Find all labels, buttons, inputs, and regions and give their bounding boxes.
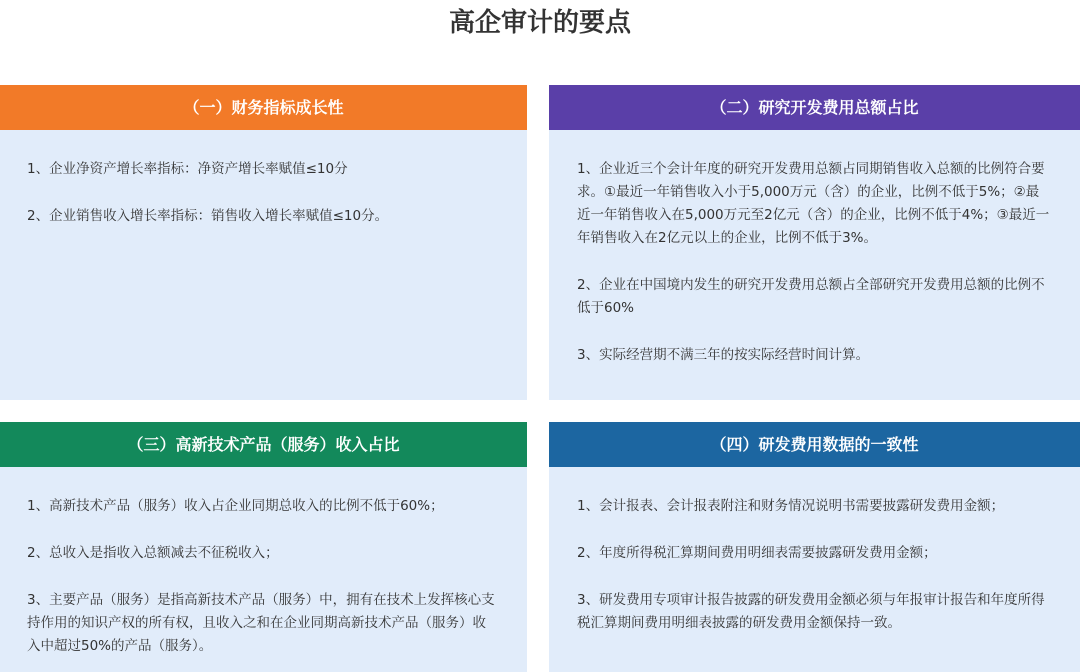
card-body <box>549 130 1080 367</box>
card-item: 2、总收入是指收入总额减去不征税收入； <box>27 545 279 561</box>
card-item: 1、企业净资产增长率指标：净资产增长率赋值≤10分 <box>27 161 348 177</box>
card-header: （一）财务指标成长性 <box>0 85 527 130</box>
card-item: 1、高新技术产品（服务）收入占企业同期总收入的比例不低于60%； <box>27 498 444 514</box>
card-header: （四）研发费用数据的一致性 <box>549 422 1080 467</box>
card-item: 2、企业在中国境内发生的研究开发费用总额占全部研究开发费用总额的比例不低于60% <box>577 277 1045 316</box>
card-financial-growth <box>0 85 527 400</box>
card-header: （三）高新技术产品（服务）收入占比 <box>0 422 527 467</box>
card-header: （二）研究开发费用总额占比 <box>549 85 1080 130</box>
card-hightech-revenue-ratio <box>0 422 527 672</box>
page-title: 高企审计的要点 <box>448 8 631 38</box>
card-item: 3、研发费用专项审计报告披露的研发费用金额必须与年报审计报告和年度所得税汇算期间费用明细表披露的研发费用金额保持一致。 <box>577 592 1045 631</box>
card-body <box>549 467 1080 635</box>
card-rd-data-consistency <box>549 422 1080 672</box>
card-body <box>0 467 527 658</box>
card-item: 1、企业近三个会计年度的研究开发费用总额占同期销售收入总额的比例符合要求。①最近一年销售收入小于5,000万元（含）的企业，比例不低于5%；②最近一年销售收入在5,000万元至2亿元（含）的企业，比例不低于4%；③最近一年销售收入在2亿元以上的企业，比例不低于3%。 <box>577 161 1050 246</box>
card-item: 2、年度所得税汇算期间费用明细表需要披露研发费用金额； <box>577 545 937 561</box>
card-item: 2、企业销售收入增长率指标：销售收入增长率赋值≤10分。 <box>27 208 389 224</box>
card-item: 3、实际经营期不满三年的按实际经营时间计算。 <box>577 347 870 363</box>
card-body <box>0 130 527 228</box>
card-rd-expense-ratio <box>549 85 1080 400</box>
card-item: 3、主要产品（服务）是指高新技术产品（服务）中，拥有在技术上发挥核心支持作用的知识产权的所有权，且收入之和在企业同期高新技术产品（服务）收入中超过50%的产品（服务）。 <box>27 592 495 654</box>
card-item: 1、会计报表、会计报表附注和财务情况说明书需要披露研发费用金额； <box>577 498 1005 514</box>
